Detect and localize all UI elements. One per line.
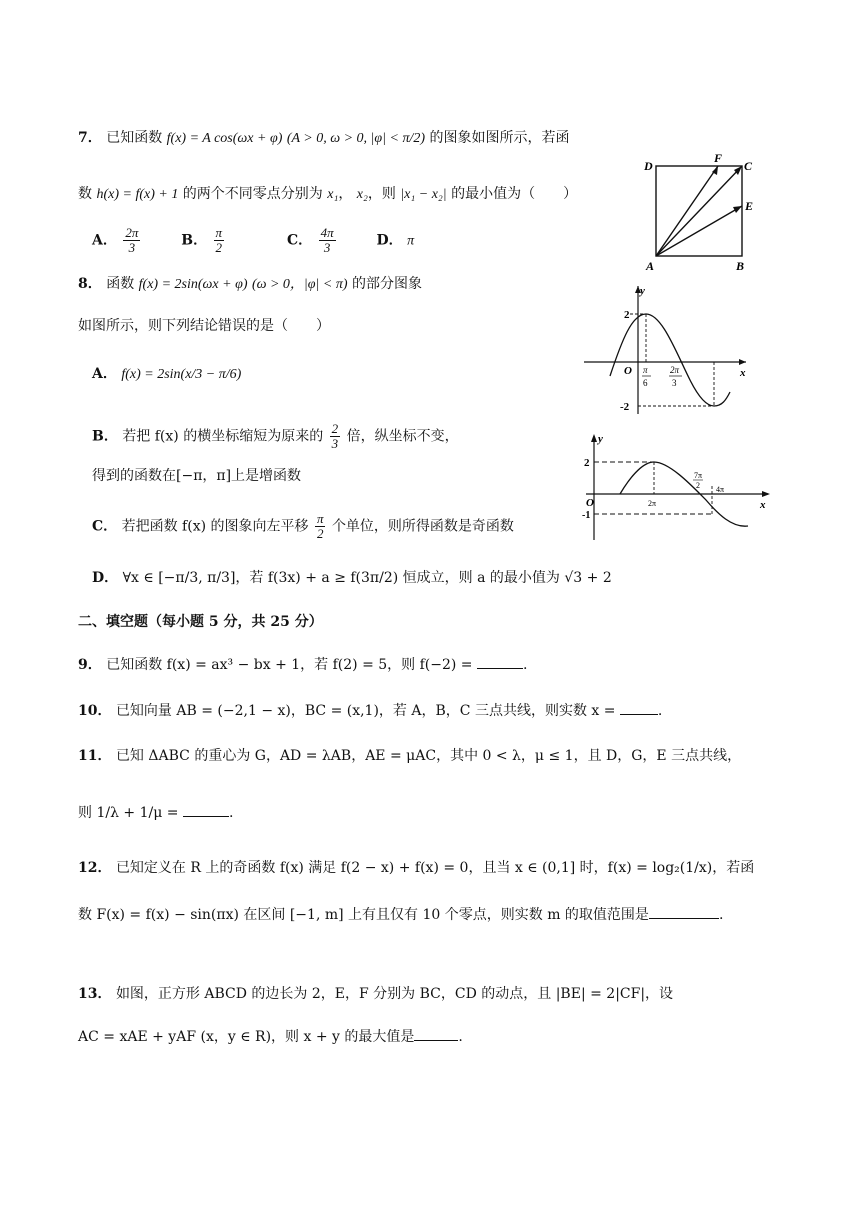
sin-ymax-label: 2 [584, 457, 590, 469]
q7-condition: (A > 0, ω > 0, |φ| < π/2) [286, 131, 426, 146]
q12-number: 12． [78, 860, 112, 876]
label-f: F [714, 151, 723, 165]
q12-text: 已知定义在 R 上的奇函数 f(x) 满足 f(2 − x) + f(x) = 0，且当 x ∈ (0,1] 时，f(x) = log₂(1/x)，若函 [115, 860, 755, 876]
q7-abs: |x₁ − x₂| [400, 187, 447, 202]
q13-end: . [458, 1029, 463, 1045]
cos-origin-label: O [624, 365, 632, 377]
segment-af [656, 166, 718, 256]
label-d: D [644, 159, 653, 173]
sin-tick-2pi: 2π [648, 499, 657, 508]
q9-text: 已知函数 f(x) = ax³ − bx + 1，若 f(2) = 5，则 f(−2) = [106, 657, 477, 673]
q13-number: 13． [78, 986, 112, 1002]
q8-option-c-label: C． [92, 518, 118, 535]
cos-tick2-num: 2π [670, 365, 680, 375]
sin-tick-7pi2-den: 2 [696, 481, 700, 490]
label-b: B [736, 259, 745, 273]
q7-option-a-label: A． [92, 232, 117, 249]
q7-option-a-value: $\frac{2\pi}{3}$ [125, 225, 139, 255]
q9-answer-blank[interactable] [477, 654, 523, 669]
q8-text-c: 如图所示，则下列结论错误的是（ ） [78, 318, 330, 334]
q8-option-c [92, 512, 514, 541]
segment-ae [656, 206, 742, 256]
label-c: C [744, 159, 753, 173]
square-figure [630, 150, 760, 280]
q7-number: 7． [78, 130, 102, 146]
q8-option-b-line2 [92, 466, 301, 486]
q7-line2: 数 h(x) = f(x) + 1 的两个不同零点分别为 x₁， x₂，则 |x₁ − x₂| 的最小值为（ ） [78, 186, 578, 202]
cos-ymax-label: 2 [624, 309, 630, 321]
label-a: A [646, 259, 655, 273]
q11-text: 已知 ΔABC 的重心为 G，AD = λAB，AE = μAC，其中 0 < λ，μ ≤ 1，且 D，G，E 三点共线， [115, 748, 742, 764]
q12-end: . [718, 907, 724, 923]
q8-text-a: 函数 [106, 276, 135, 292]
q8-option-b-text-a: 若把 f(x) 的横坐标缩短为原来的 [122, 428, 324, 445]
q10-number: 10． [78, 703, 112, 719]
q10-line [78, 700, 662, 721]
q7-x1: x₁ [327, 187, 339, 202]
cos-y-label: y [640, 285, 645, 297]
q7-text-b: 的图象如图所示，若函 [429, 130, 570, 146]
cosine-curve [610, 314, 730, 406]
q7-option-b-label: B． [181, 232, 208, 249]
q10-answer-blank[interactable] [620, 700, 658, 715]
q12-line1 [78, 858, 754, 878]
q8-option-d-text: ∀x ∈ [−π/3, π/3]，若 f(3x) + a ≥ f(3π/2) 恒成立，则 a 的最小值为 √3 + 2 [122, 570, 612, 586]
y-axis-arrow [591, 434, 597, 442]
q8-option-a [92, 364, 241, 385]
label-e: E [745, 199, 754, 213]
q7-options [92, 226, 414, 255]
q9-end: . [523, 657, 528, 673]
q7-option-c-label: C． [286, 232, 313, 249]
q8-option-a-label: A． [92, 366, 117, 382]
sin-tick-7pi2-num: 7π [694, 471, 703, 480]
q8-option-a-text: f(x) = 2sin(x/3 − π/6) [121, 367, 242, 382]
q12-answer-blank[interactable] [649, 904, 719, 919]
q8-option-b [92, 422, 459, 451]
q9-number: 9． [78, 657, 102, 673]
q8-cond: (ω > 0，|φ| < π) [251, 277, 348, 292]
q11-answer-blank[interactable] [183, 802, 229, 817]
q10-text: 已知向量 AB = (−2,1 − x)，BC = (x,1)，若 A，B，C 三点共线，则实数 x = [115, 703, 620, 719]
q7-option-d-value: π [407, 233, 415, 249]
q8-option-b-text-b: 倍，纵坐标不变， [346, 428, 459, 445]
q9-line [78, 654, 527, 675]
cos-tick2-den: 3 [672, 378, 677, 388]
cosine-graph-figure [580, 280, 750, 420]
q13-line2 [78, 1026, 463, 1047]
section-2-heading: 二、填空题（每小题 5 分，共 25 分） [78, 614, 323, 630]
q12-line2 [78, 904, 723, 925]
q8-option-d [92, 568, 612, 588]
q7-x2: x₂ [356, 187, 368, 202]
q7-text-f: 的最小值为（ ） [451, 186, 578, 202]
sin-origin-label: O [586, 497, 594, 509]
q11-number: 11． [78, 748, 112, 764]
q8-text-b: 的部分图象 [351, 276, 422, 292]
arrow-e [733, 206, 742, 213]
cos-ymin-label: -2 [620, 401, 630, 413]
q7-line1 [78, 128, 569, 149]
q7-formula-f: f(x) = A cos(ωx + φ) [166, 131, 283, 146]
q8-option-b-label: B． [92, 428, 118, 445]
q7-option-d-label: D． [376, 232, 403, 249]
q11-text2: 则 1/λ + 1/μ = [78, 805, 183, 821]
q7-option-b-value: $\frac{\pi}{2}$ [215, 225, 223, 255]
sin-ymin-label: -1 [582, 510, 591, 521]
q13-line1 [78, 984, 673, 1004]
cos-x-label: x [740, 367, 746, 379]
q13-text2: AC = xAE + yAF (x，y ∈ R)，则 x + y 的最大值是 [78, 1029, 415, 1045]
q8-number: 8． [78, 276, 102, 292]
q7-text-a: 已知函数 [106, 130, 163, 146]
q7-text-c: 数 [78, 186, 92, 202]
q13-answer-blank[interactable] [414, 1026, 458, 1041]
q11-line1 [78, 746, 741, 766]
segment-ac [656, 166, 742, 256]
q8-option-b-text-c: 得到的函数在[−π，π]上是增函数 [92, 468, 302, 484]
q8-option-d-label: D． [92, 570, 119, 586]
q7-text-e: ，则 [367, 186, 396, 202]
sin-x-label: x [760, 499, 766, 511]
q7-option-c-value: $\frac{4\pi}{3}$ [320, 225, 334, 255]
q8-formula: f(x) = 2sin(ωx + φ) [138, 277, 248, 292]
q7-text-d: 的两个不同零点分别为 [182, 186, 323, 202]
q8-option-c-text-a: 若把函数 f(x) 的图象向左平移 [121, 518, 309, 535]
sin-y-label: y [598, 433, 603, 445]
q8-option-c-fraction: $\frac{\pi}{2}$ [316, 511, 324, 541]
sin-tick-4pi: 4π [716, 485, 725, 494]
q11-line2 [78, 802, 233, 823]
cos-tick1-num: π [643, 365, 648, 375]
q13-text: 如图，正方形 ABCD 的边长为 2，E，F 分别为 BC，CD 的动点，且 |BE| = 2|CF|，设 [115, 986, 674, 1002]
q8-option-b-fraction: $\frac{2}{3}$ [331, 421, 339, 451]
cos-tick1-den: 6 [643, 378, 648, 388]
x-axis-arrow [762, 491, 770, 497]
q10-end: . [657, 703, 663, 719]
q7-formula-h: h(x) = f(x) + 1 [96, 187, 179, 202]
q8-line1 [78, 274, 422, 295]
q11-end: . [228, 805, 234, 821]
x-axis-arrow [739, 359, 746, 365]
q8-line2 [78, 316, 330, 336]
sine-graph-figure [582, 430, 778, 542]
q8-option-c-text-b: 个单位，则所得函数是奇函数 [331, 518, 514, 535]
q12-text2: 数 F(x) = f(x) − sin(πx) 在区间 [−1, m] 上有且仅有 10 个零点，则实数 m 的取值范围是 [78, 907, 649, 923]
